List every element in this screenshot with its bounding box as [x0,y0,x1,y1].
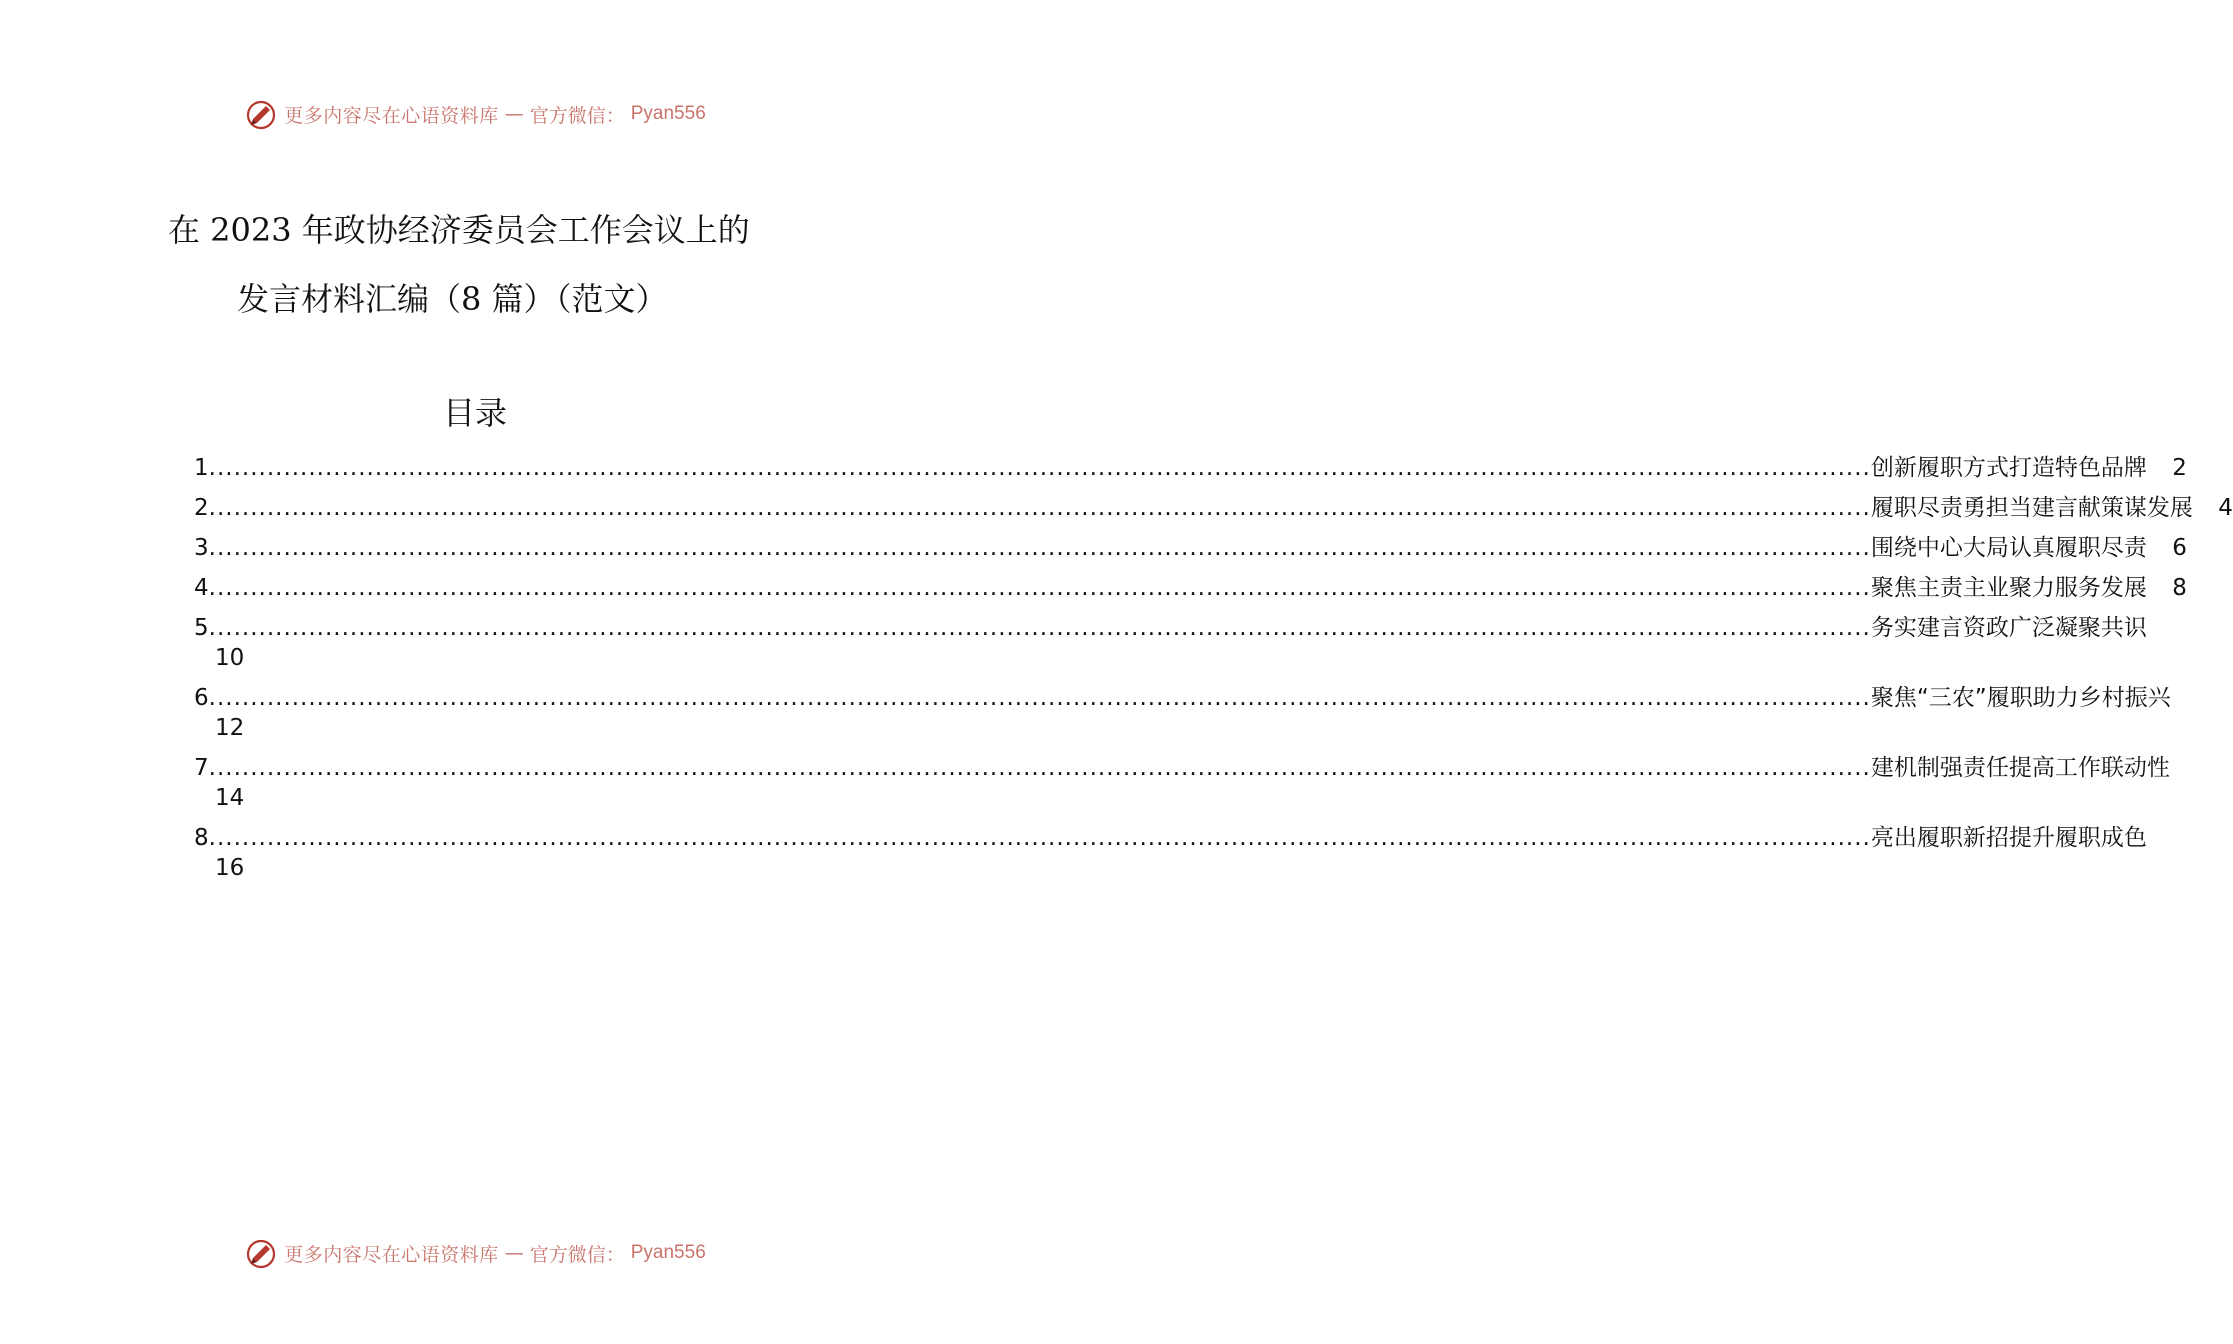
watermark-dash: — [504,103,524,125]
toc-entry[interactable] [194,573,2187,603]
toc-entry-leader-dots: ........................................................................................................................................................................................................ [208,495,1871,521]
toc-entry-page: 2 [2172,455,2187,481]
toc-entry[interactable] [194,453,2187,483]
toc-entry-number: 5 [194,615,209,641]
toc-entry-page: 10 [215,645,245,671]
toc-entry-leader-dots: ........................................................................................................................................................................................................ [208,825,1871,851]
toc-entry-leader-dots: ........................................................................................................................................................................................................ [208,755,1871,781]
watermark-text: 更多内容尽在心语资料库 [284,1243,499,1266]
toc-entry-leader-dots: ........................................................................................................................................................................................................ [208,575,1871,601]
toc-entry-label: 建机制强责任提高工作联动性 [1870,755,2170,781]
toc-entry[interactable] [194,493,2233,523]
toc-entry-number: 2 [194,495,209,521]
toc-heading: 目录 [442,394,507,432]
watermark-wechat-id: Pyan556 [630,103,706,124]
toc-entry-label: 聚焦主责主业聚力服务发展 [1870,575,2147,601]
toc-entry-page: 14 [215,785,245,811]
pen-circle-icon [244,97,278,131]
watermark-dash: — [504,1242,524,1264]
document-title-line-1: 在 2023 年政协经济委员会工作会议上的 [168,211,750,249]
toc-entry-page: 4 [2218,495,2233,521]
toc-entry-number: 6 [194,685,209,711]
watermark-wechat-label: 官方微信： [529,104,625,127]
toc-entry-page: 8 [2172,575,2187,601]
toc-entry-number: 1 [194,455,209,481]
toc-entry-label: 聚焦“三农”履职助力乡村振兴 [1870,685,2171,711]
toc-entry[interactable] [194,823,2147,883]
toc-entry-label: 亮出履职新招提升履职成色 [1870,825,2147,851]
watermark-footer [0,1233,950,1273]
toc-entry[interactable] [194,683,2171,743]
toc-entry-number: 4 [194,575,209,601]
toc-entry-page: 16 [215,855,245,881]
toc-entry-leader-dots: ........................................................................................................................................................................................................ [208,615,1871,641]
pen-circle-icon [244,1236,278,1270]
toc-entry-label: 创新履职方式打造特色品牌 [1870,455,2147,481]
toc-entry-number: 3 [194,535,209,561]
watermark-header [0,94,950,134]
toc-entry-number: 8 [194,825,209,851]
toc-entry-leader-dots: ........................................................................................................................................................................................................ [208,535,1871,561]
toc-entry[interactable] [194,533,2187,563]
watermark-wechat-id: Pyan556 [630,1242,706,1263]
toc-entry-label: 务实建言资政广泛凝聚共识 [1870,615,2147,641]
toc-entry-page: 6 [2172,535,2187,561]
watermark-wechat-label: 官方微信： [529,1243,625,1266]
toc-entry-leader-dots: ........................................................................................................................................................................................................ [208,455,1871,481]
toc-entry[interactable] [194,613,2147,673]
toc-entry-leader-dots: ........................................................................................................................................................................................................ [208,685,1871,711]
toc-entry-label: 履职尽责勇担当建言献策谋发展 [1870,495,2193,521]
watermark-text: 更多内容尽在心语资料库 [284,104,499,127]
toc-entry-page: 12 [215,715,245,741]
table-of-contents [194,453,2233,893]
toc-entry[interactable] [194,753,2170,813]
toc-entry-label: 围绕中心大局认真履职尽责 [1870,535,2147,561]
toc-entry-number: 7 [194,755,209,781]
document-title-line-2: 发言材料汇编（8 篇）（范文） [237,280,668,318]
